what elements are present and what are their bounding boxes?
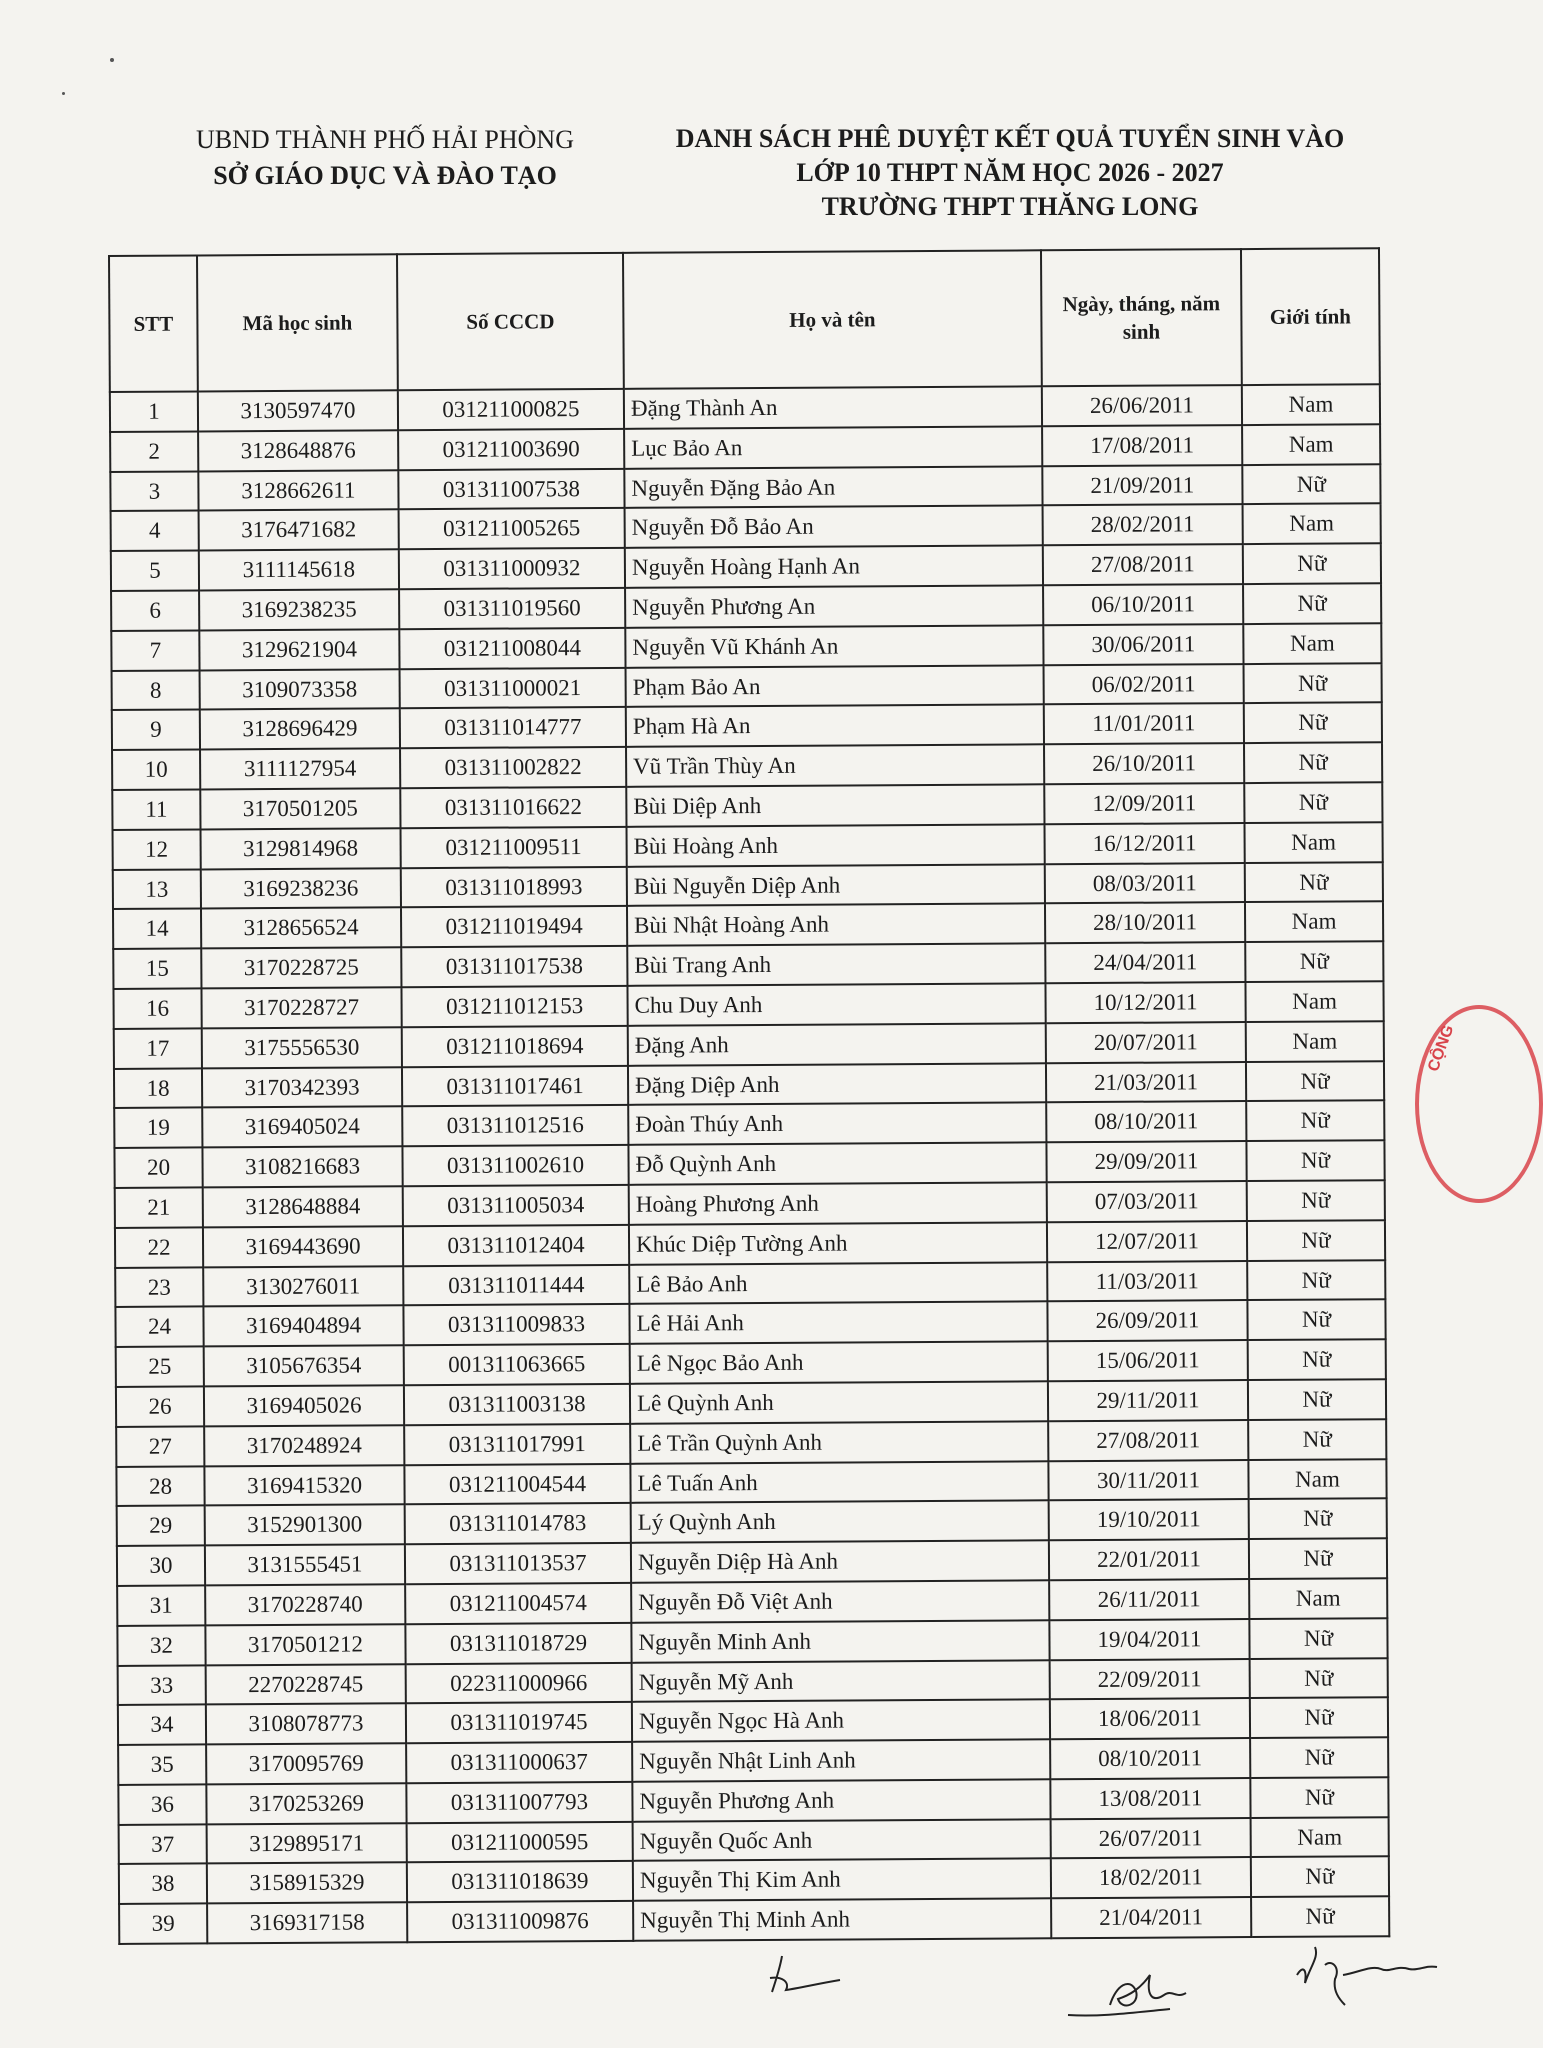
cell-dob: 26/06/2011 [1042,385,1242,426]
cell-gender: Nữ [1249,1538,1387,1579]
cell-stt: 38 [119,1864,207,1904]
cell-gender: Nữ [1244,742,1382,783]
cell-cccd: 031211008044 [399,628,625,669]
title-line-2: LỚP 10 THPT NĂM HỌC 2026 - 2027 [796,158,1224,187]
cell-stt: 28 [116,1466,204,1506]
cell-stt: 24 [115,1307,203,1347]
seal-text: CỘNG [1425,1022,1458,1074]
cell-full-name: Đặng Anh [628,1023,1046,1065]
cell-student-code: 3128648884 [203,1186,403,1227]
cell-cccd: 031211004574 [405,1583,631,1624]
cell-student-code: 3170228727 [201,987,401,1028]
cell-full-name: Chu Duy Anh [627,983,1045,1025]
cell-full-name: Bùi Nguyễn Diệp Anh [627,864,1045,906]
cell-student-code: 3170253269 [206,1783,406,1824]
scan-speck [62,92,65,95]
cell-cccd: 031311019560 [399,588,625,629]
cell-stt: 20 [114,1148,202,1188]
authority-line-1: UBND THÀNH PHỐ HẢI PHÒNG [196,125,574,154]
cell-cccd: 031311017461 [402,1065,628,1106]
cell-gender: Nữ [1250,1698,1388,1739]
cell-gender: Nam [1245,902,1383,943]
document-title [640,122,1380,224]
cell-stt: 32 [117,1625,205,1665]
cell-gender: Nam [1242,384,1380,425]
cell-dob: 07/03/2011 [1047,1181,1247,1222]
cell-dob: 28/02/2011 [1043,504,1243,545]
cell-stt: 21 [115,1187,203,1227]
cell-cccd: 031311018639 [407,1861,633,1902]
cell-stt: 15 [113,949,201,989]
cell-student-code: 3128656524 [201,908,401,949]
cell-dob: 12/09/2011 [1044,783,1244,824]
cell-dob: 10/12/2011 [1045,982,1245,1023]
cell-dob: 08/10/2011 [1050,1738,1250,1779]
cell-stt: 18 [114,1068,202,1108]
cell-gender: Nữ [1242,464,1380,505]
cell-dob: 16/12/2011 [1044,823,1244,864]
cell-dob: 19/04/2011 [1049,1619,1249,1660]
cell-full-name: Lê Tuấn Anh [630,1461,1048,1503]
cell-stt: 3 [110,471,198,511]
cell-student-code: 3170228725 [201,947,401,988]
cell-student-code: 3169415320 [204,1465,404,1506]
cell-dob: 30/06/2011 [1043,624,1243,665]
cell-stt: 14 [113,909,201,949]
cell-dob: 06/02/2011 [1044,664,1244,705]
cell-full-name: Đặng Diệp Anh [628,1063,1046,1105]
cell-gender: Nữ [1250,1658,1388,1699]
cell-student-code: 3128662611 [198,470,398,511]
cell-stt: 12 [113,829,201,869]
cell-cccd: 031311012404 [403,1225,629,1266]
cell-stt: 29 [117,1506,205,1546]
table-body [110,384,1389,1944]
cell-dob: 27/08/2011 [1043,544,1243,585]
cell-dob: 15/06/2011 [1048,1340,1248,1381]
cell-gender: Nữ [1243,543,1381,584]
header-student-code: Mã học sinh [197,254,398,391]
cell-cccd: 031311005034 [403,1185,629,1226]
cell-dob: 26/09/2011 [1047,1300,1247,1341]
cell-cccd: 031311011444 [403,1264,629,1305]
cell-gender: Nữ [1251,1857,1389,1898]
header-stt: STT [109,255,198,392]
cell-gender: Nữ [1246,1061,1384,1102]
initial-signature-2 [1060,1955,1240,2025]
cell-student-code: 3169238236 [201,868,401,909]
cell-dob: 27/08/2011 [1048,1420,1248,1461]
cell-cccd: 031311009833 [403,1304,629,1345]
cell-dob: 29/11/2011 [1048,1380,1248,1421]
cell-gender: Nữ [1247,1180,1385,1221]
initial-signature-1 [760,1950,850,2000]
initial-signature-3 [1285,1935,1445,2015]
cell-student-code: 3170095769 [206,1743,406,1784]
authority-line-2: SỞ GIÁO DỤC VÀ ĐÀO TẠO [213,161,557,190]
cell-full-name: Nguyễn Thị Kim Anh [633,1859,1051,1901]
cell-full-name: Lê Quỳnh Anh [630,1381,1048,1423]
cell-full-name: Lê Bảo Anh [629,1262,1047,1304]
cell-full-name: Bùi Diệp Anh [626,784,1044,826]
cell-student-code: 3169405024 [202,1107,402,1148]
header-cccd: Số CCCD [397,253,624,390]
cell-dob: 24/04/2011 [1045,942,1245,983]
header-dob-line-2: sinh [1122,319,1161,344]
cell-cccd: 031211005265 [399,508,625,549]
cell-student-code: 3176471682 [199,510,399,551]
cell-cccd: 031311007538 [398,468,624,509]
cell-stt: 1 [110,391,198,431]
cell-stt: 4 [111,511,199,551]
cell-gender: Nữ [1249,1618,1387,1659]
cell-full-name: Lý Quỳnh Anh [631,1501,1049,1543]
cell-student-code: 3129621904 [199,629,399,670]
cell-full-name: Nguyễn Minh Anh [631,1620,1049,1662]
cell-gender: Nam [1244,822,1382,863]
cell-gender: Nam [1251,1817,1389,1858]
cell-gender: Nữ [1248,1379,1386,1420]
cell-full-name: Lê Ngọc Bảo Anh [630,1341,1048,1383]
cell-stt: 26 [116,1386,204,1426]
cell-gender: Nữ [1244,703,1382,744]
cell-student-code: 3129895171 [207,1823,407,1864]
cell-full-name: Lê Trần Quỳnh Anh [630,1421,1048,1463]
cell-dob: 28/10/2011 [1045,902,1245,943]
cell-dob: 21/09/2011 [1042,465,1242,506]
scan-speck [110,58,114,62]
cell-full-name: Nguyễn Phương Anh [632,1779,1050,1821]
cell-stt: 30 [117,1546,205,1586]
cell-stt: 35 [118,1745,206,1785]
cell-stt: 37 [119,1824,207,1864]
cell-dob: 11/03/2011 [1047,1261,1247,1302]
cell-dob: 12/07/2011 [1047,1221,1247,1262]
cell-dob: 06/10/2011 [1043,584,1243,625]
cell-student-code: 3108078773 [206,1704,406,1745]
cell-gender: Nam [1243,623,1381,664]
cell-gender: Nữ [1251,1896,1389,1937]
title-line-1: DANH SÁCH PHÊ DUYỆT KẾT QUẢ TUYỂN SINH VÀO [675,124,1345,153]
cell-full-name: Bùi Nhật Hoàng Anh [627,904,1045,946]
cell-full-name: Khúc Diệp Tường Anh [629,1222,1047,1264]
header-dob [1041,249,1242,386]
cell-student-code: 3170342393 [202,1067,402,1108]
cell-student-code: 3128648876 [198,430,398,471]
cell-full-name: Hoàng Phương Anh [629,1182,1047,1224]
cell-gender: Nữ [1248,1419,1386,1460]
cell-gender: Nam [1249,1578,1387,1619]
cell-stt: 5 [111,551,199,591]
cell-gender: Nữ [1247,1220,1385,1261]
cell-stt: 22 [115,1227,203,1267]
cell-full-name: Bùi Hoàng Anh [627,824,1045,866]
cell-cccd: 031211004544 [404,1463,630,1504]
cell-dob: 26/10/2011 [1044,743,1244,784]
cell-stt: 36 [118,1784,206,1824]
cell-student-code: 3170228740 [205,1584,405,1625]
cell-stt: 34 [118,1705,206,1745]
cell-stt: 10 [112,750,200,790]
cell-cccd: 031211000825 [398,389,624,430]
cell-dob: 26/07/2011 [1051,1818,1251,1859]
cell-student-code: 3130276011 [203,1266,403,1307]
cell-student-code: 3131555451 [205,1544,405,1585]
cell-student-code: 3111145618 [199,549,399,590]
cell-stt: 6 [111,590,199,630]
cell-cccd: 031311018993 [401,866,627,907]
header-dob-line-1: Ngày, tháng, năm [1062,291,1221,317]
cell-cccd: 031311013537 [405,1543,631,1584]
cell-gender: Nữ [1248,1339,1386,1380]
cell-student-code: 3152901300 [205,1505,405,1546]
cell-dob: 11/01/2011 [1044,703,1244,744]
cell-student-code: 3169317158 [207,1902,407,1943]
cell-student-code: 3175556530 [202,1027,402,1068]
cell-full-name: Lục Bảo An [624,426,1042,468]
header-gender: Giới tính [1241,248,1380,385]
cell-gender: Nữ [1246,1140,1384,1181]
cell-cccd: 031311007793 [406,1782,632,1823]
cell-gender: Nữ [1250,1737,1388,1778]
cell-gender: Nữ [1243,583,1381,624]
cell-student-code: 3170248924 [204,1425,404,1466]
cell-full-name: Đỗ Quỳnh Anh [628,1142,1046,1184]
table-header-row [109,248,1380,392]
cell-gender: Nữ [1247,1300,1385,1341]
cell-gender: Nam [1243,504,1381,545]
cell-full-name: Phạm Bảo An [626,665,1044,707]
cell-student-code: 3170501205 [200,788,400,829]
cell-full-name: Nguyễn Đỗ Bảo An [625,506,1043,548]
cell-cccd: 031311012516 [402,1105,628,1146]
cell-gender: Nữ [1245,941,1383,982]
cell-cccd: 031311019745 [406,1702,632,1743]
admission-table-wrapper [108,247,1388,1945]
cell-stt: 7 [111,630,199,670]
cell-dob: 22/09/2011 [1050,1659,1250,1700]
cell-cccd: 031311003138 [404,1384,630,1425]
cell-stt: 19 [114,1108,202,1148]
cell-full-name: Nguyễn Nhật Linh Anh [632,1739,1050,1781]
cell-dob: 20/07/2011 [1046,1022,1246,1063]
cell-cccd: 001311063665 [404,1344,630,1385]
cell-cccd: 031211009511 [401,827,627,868]
cell-cccd: 031311009876 [407,1901,633,1942]
cell-cccd: 031311000932 [399,548,625,589]
cell-dob: 29/09/2011 [1046,1141,1246,1182]
cell-student-code: 3128696429 [200,709,400,750]
cell-stt: 17 [114,1028,202,1068]
cell-full-name: Nguyễn Vũ Khánh An [625,625,1043,667]
cell-stt: 13 [113,869,201,909]
cell-gender: Nam [1245,981,1383,1022]
cell-cccd: 022311000966 [406,1662,632,1703]
cell-gender: Nữ [1245,862,1383,903]
cell-stt: 2 [110,431,198,471]
cell-dob: 30/11/2011 [1048,1460,1248,1501]
cell-cccd: 031211012153 [401,986,627,1027]
cell-cccd: 031311018729 [405,1623,631,1664]
table-row [119,1896,1389,1944]
cell-dob: 08/10/2011 [1046,1101,1246,1142]
cell-dob: 17/08/2011 [1042,425,1242,466]
cell-stt: 23 [115,1267,203,1307]
cell-student-code: 3169405026 [204,1385,404,1426]
cell-student-code: 3158915329 [207,1863,407,1904]
cell-student-code: 3108216683 [202,1146,402,1187]
cell-cccd: 031211000595 [407,1822,633,1863]
cell-gender: Nữ [1246,1101,1384,1142]
title-line-3: TRƯỜNG THPT THĂNG LONG [821,192,1199,221]
cell-stt: 25 [116,1347,204,1387]
cell-student-code: 3169238235 [199,589,399,630]
cell-cccd: 031211003690 [398,429,624,470]
cell-full-name: Đặng Thành An [624,386,1042,428]
cell-stt: 16 [113,988,201,1028]
cell-cccd: 031311000021 [400,667,626,708]
cell-gender: Nam [1242,424,1380,465]
cell-full-name: Nguyễn Phương An [625,585,1043,627]
cell-full-name: Nguyễn Đặng Bảo An [624,466,1042,508]
cell-dob: 21/03/2011 [1046,1062,1246,1103]
cell-stt: 8 [112,670,200,710]
cell-full-name: Bùi Trang Anh [627,943,1045,985]
cell-cccd: 031211018694 [402,1026,628,1067]
cell-dob: 22/01/2011 [1049,1539,1249,1580]
cell-full-name: Nguyễn Đỗ Việt Anh [631,1580,1049,1622]
cell-stt: 27 [116,1426,204,1466]
cell-dob: 19/10/2011 [1049,1499,1249,1540]
cell-gender: Nữ [1249,1499,1387,1540]
cell-student-code: 3129814968 [201,828,401,869]
cell-dob: 21/04/2011 [1051,1897,1251,1938]
cell-full-name: Lê Hải Anh [629,1302,1047,1344]
header-full-name: Họ và tên [623,250,1042,389]
cell-gender: Nữ [1244,663,1382,704]
cell-cccd: 031311016622 [400,787,626,828]
cell-student-code: 3169404894 [203,1306,403,1347]
cell-dob: 26/11/2011 [1049,1579,1249,1620]
issuing-authority [140,122,630,194]
cell-dob: 18/06/2011 [1050,1698,1250,1739]
cell-full-name: Nguyễn Diệp Hà Anh [631,1540,1049,1582]
cell-stt: 39 [119,1904,207,1944]
cell-gender: Nữ [1250,1777,1388,1818]
cell-gender: Nữ [1244,782,1382,823]
cell-student-code: 3169443690 [203,1226,403,1267]
cell-cccd: 031311017991 [404,1424,630,1465]
cell-cccd: 031311014783 [405,1503,631,1544]
cell-gender: Nữ [1247,1260,1385,1301]
cell-student-code: 3170501212 [205,1624,405,1665]
cell-student-code: 3130597470 [198,390,398,431]
admission-table [108,247,1390,1945]
cell-stt: 31 [117,1585,205,1625]
cell-dob: 08/03/2011 [1045,863,1245,904]
cell-full-name: Nguyễn Hoàng Hạnh An [625,545,1043,587]
cell-full-name: Vũ Trần Thùy An [626,744,1044,786]
cell-full-name: Nguyễn Ngọc Hà Anh [632,1700,1050,1742]
cell-full-name: Nguyễn Mỹ Anh [632,1660,1050,1702]
cell-student-code: 3105676354 [204,1345,404,1386]
cell-cccd: 031311002610 [402,1145,628,1186]
cell-cccd: 031311014777 [400,707,626,748]
official-seal [1415,1005,1543,1203]
cell-gender: Nam [1246,1021,1384,1062]
cell-cccd: 031311002822 [400,747,626,788]
cell-cccd: 031311017538 [401,946,627,987]
cell-full-name: Nguyễn Thị Minh Anh [633,1899,1051,1941]
cell-student-code: 2270228745 [206,1664,406,1705]
cell-stt: 33 [118,1665,206,1705]
cell-cccd: 031211019494 [401,906,627,947]
cell-student-code: 3111127954 [200,748,400,789]
cell-stt: 9 [112,710,200,750]
cell-student-code: 3109073358 [200,669,400,710]
cell-full-name: Đoàn Thúy Anh [628,1103,1046,1145]
cell-gender: Nam [1248,1459,1386,1500]
cell-full-name: Phạm Hà An [626,705,1044,747]
cell-stt: 11 [112,789,200,829]
cell-full-name: Nguyễn Quốc Anh [633,1819,1051,1861]
cell-dob: 18/02/2011 [1051,1858,1251,1899]
cell-cccd: 031311000637 [406,1742,632,1783]
cell-dob: 13/08/2011 [1050,1778,1250,1819]
